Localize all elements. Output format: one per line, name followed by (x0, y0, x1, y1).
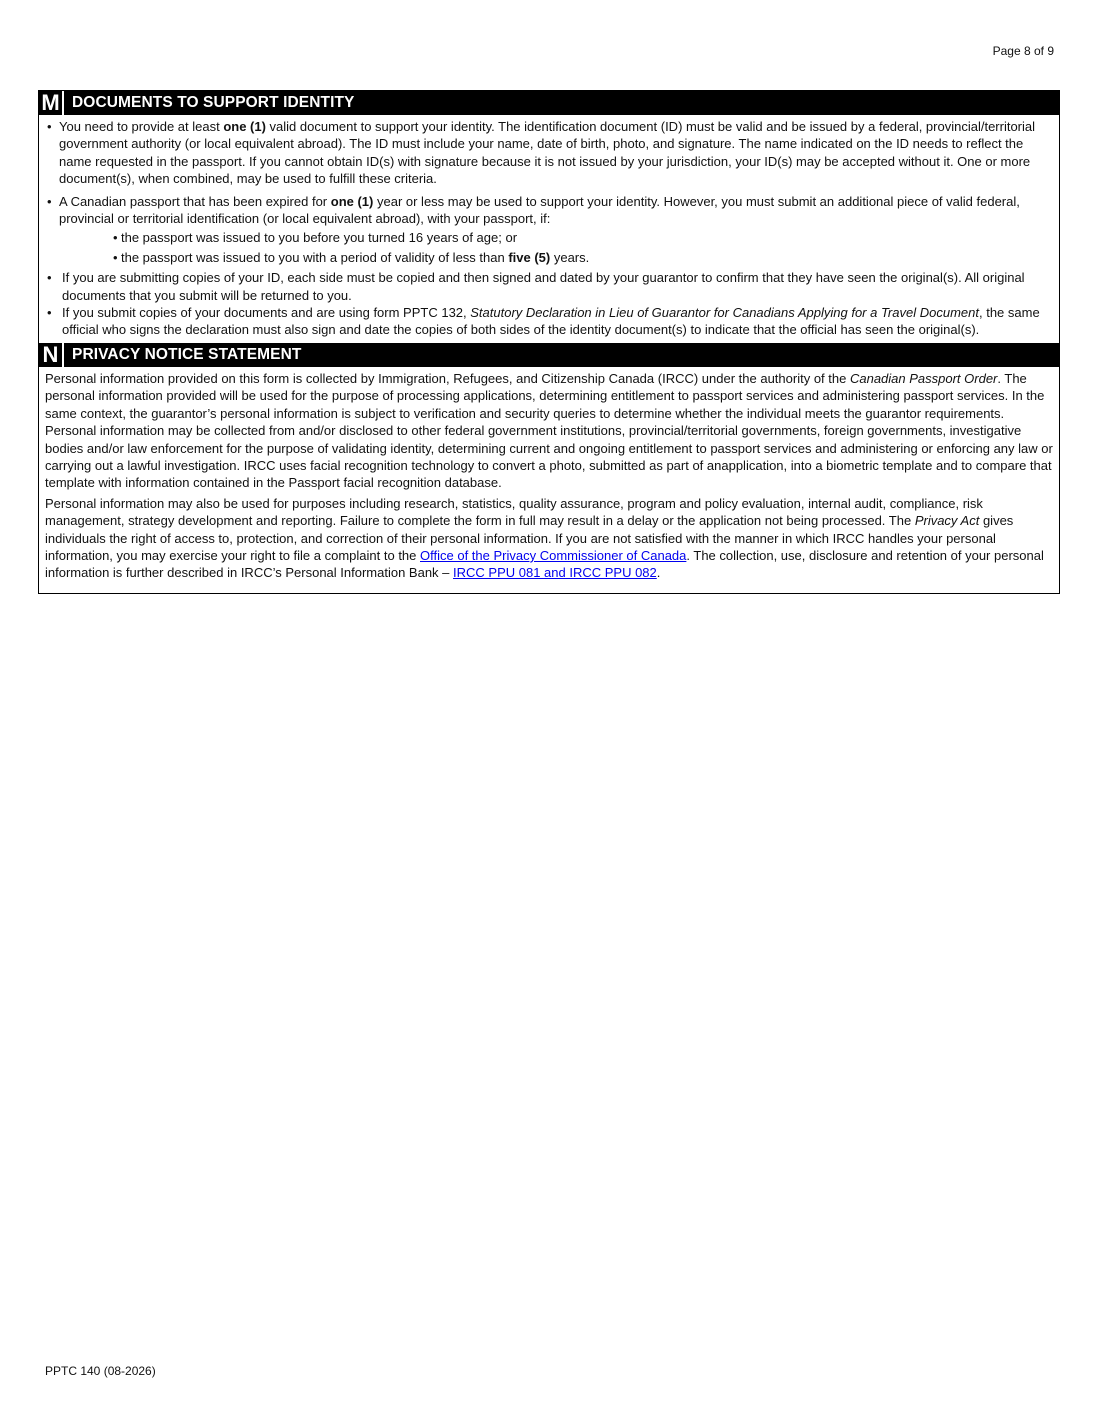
privacy-paragraph-2: Personal information may also be used for purposes including research, statistics, quality assurance, program and policy evaluation, internal audit, compliance, risk management, strategy development and reporting. Failure to complete the form in full may result in a delay or the application not being processed. The Privacy Act gives individuals the right of access to, protection, and correction of their personal information. If you are not satisfied with the manner in which IRCC handles your personal information, you may exercise your right to file a complaint to the Office of the Privacy Commissioner of Canada. The collection, use, disclosure and retention of your personal information is further described in IRCC’s Personal Information Bank – IRCC PPU 081 and IRCC PPU 082. (45, 495, 1044, 581)
identity-sub-bullet-1: • the passport was issued to you before you turned 16 years of age; or (45, 229, 1053, 246)
identity-bullet-2: • A Canadian passport that has been expired for one (1) year or less may be used to support your identity. However, you must submit an additional piece of valid federal, provincial or territorial identification (or local equivalent abroad), with your passport, if: (45, 193, 1053, 228)
section-n-letter: N (39, 343, 64, 367)
privacy-paragraph-1: Personal information provided on this form is collected by Immigration, Refugees, and Citizenship Canada (IRCC) under the authority of the Canadian Passport Order. The personal information provided will be used for the purpose of processing applications, determining entitlement to passport services and administering passport services. In the same context, the guarantor’s personal information is subject to verification and security queries to determine whether the individual meets the guarantor requirements. Personal information may be collected from and/or disclosed to other federal government institutions, provincial/territorial governments, foreign governments, investigative bodies and/or law enforcement for the purpose of validating identity, determining current and ongoing entitlement to passport services and administering or enforcing any law or carrying out a lawful investigation. IRCC uses facial recognition technology to convert a photo, submitted as part of anapplication, into a biometric template and to compare that template with information contained in the Passport facial recognition database. (45, 370, 1053, 491)
section-n-title: PRIVACY NOTICE STATEMENT (72, 345, 302, 363)
identity-bullet-4: • If you submit copies of your documents and are using form PPTC 132, Statutory Declaration in Lieu of Guarantor for Canadians Applying for a Travel Document, the same official who signs the declaration must also sign and date the copies of both sides of the identity document(s) to indicate that the official has seen the original(s). (45, 304, 1053, 339)
form-sections (38, 90, 1060, 594)
section-n-body (39, 367, 1059, 593)
section-m-header (39, 91, 1059, 115)
identity-bullet-1: • You need to provide at least one (1) valid document to support your identity. The identification document (ID) must be valid and be issued by a federal, provincial/territorial government authority (or local equivalent abroad). The ID must include your name, date of birth, photo, and signature. The name indicated on the ID needs to reflect the name requested in the passport. If you cannot obtain ID(s) with signature because it is not issued by your jurisdiction, your ID(s) may be accepted without it. One or more document(s), when combined, may be used to fulfill these criteria. (45, 118, 1053, 188)
form-code: PPTC 140 (08-2026) (45, 1364, 156, 1378)
section-m-letter: M (39, 91, 64, 115)
section-m-body (39, 115, 1059, 343)
privacy-commissioner-link[interactable]: Office of the Privacy Commissioner of Canada (420, 547, 687, 563)
identity-bullet-3: • If you are submitting copies of your ID, each side must be copied and then signed and dated by your guarantor to confirm that they have seen the original(s). All original documents that you submit will be returned to you. (45, 269, 1053, 304)
personal-information-bank-link[interactable]: IRCC PPU 081 and IRCC PPU 082 (453, 565, 657, 581)
section-m-title: DOCUMENTS TO SUPPORT IDENTITY (72, 94, 355, 111)
page-number: Page 8 of 9 (992, 44, 1054, 58)
identity-sub-bullet-2: • the passport was issued to you with a period of validity of less than five (5) years. (45, 249, 1053, 266)
section-n-header (39, 343, 1059, 367)
